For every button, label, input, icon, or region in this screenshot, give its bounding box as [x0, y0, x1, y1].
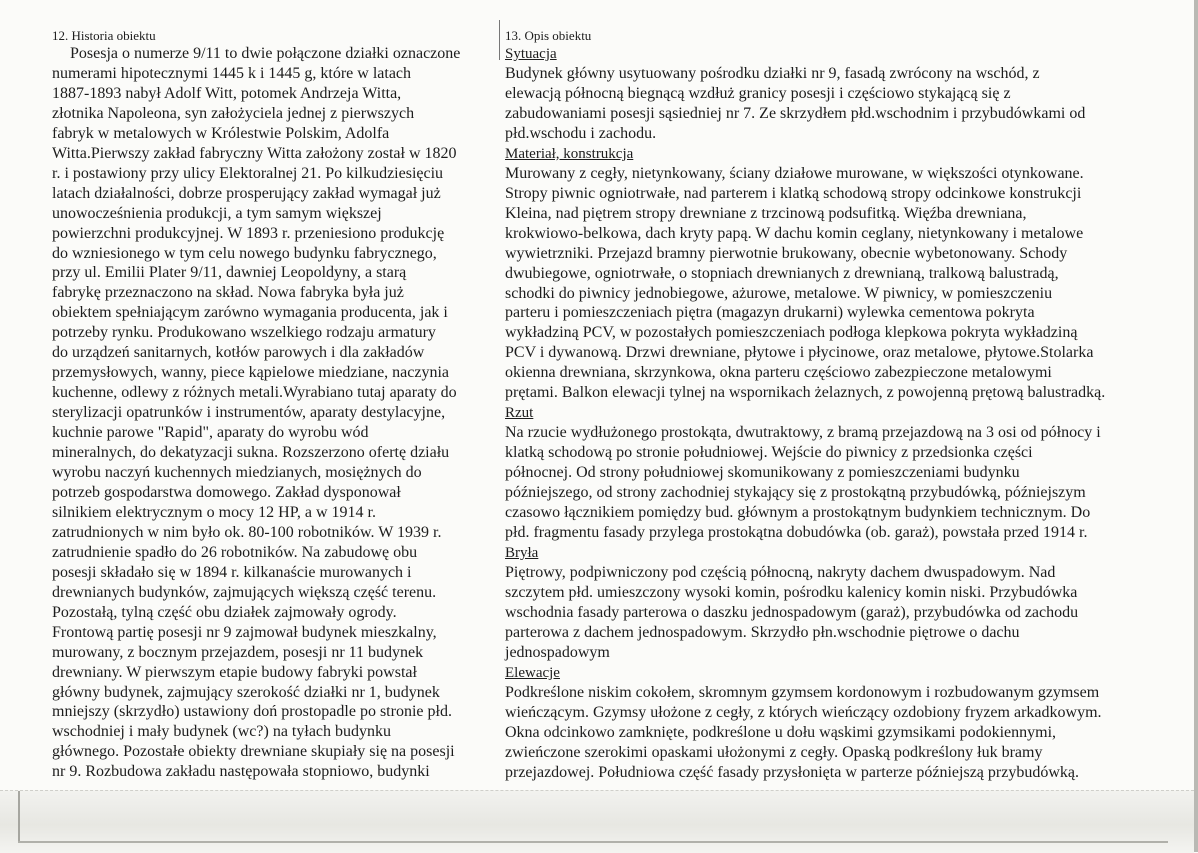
text-line: wschodniej i mały budynek (wc?) na tyłach budynku: [52, 723, 392, 741]
text-line: do urządzeń sanitarnych, kotłów parowych i dla zakładów: [52, 344, 425, 362]
text-line: posesji składało się w 1894 r. kilkanaście murowanych i: [52, 563, 412, 581]
text-line: złotnika Napoleona, syn założyciela jednej z pierwszych: [52, 104, 415, 122]
text-line: Stropy piwnic ogniotrwałe, nad parterem i klatką schodową stropy odcinkowe konstrukcji: [505, 184, 1082, 202]
description-text: [505, 44, 1145, 783]
history-column: [42, 28, 482, 782]
history-heading: 12. Historia obiektu: [52, 28, 156, 43]
text-line: mineralnych, do dekatyzacji sukna. Rozszerzono ofertę działu: [52, 444, 450, 462]
text-line: Murowany z cegły, nietynkowany, ściany działowe murowane, w większości otynkowane.: [505, 164, 1084, 182]
text-line: mniejszy (skrzydło) ustawiony doń prostopadle po stronie płd.: [52, 703, 452, 721]
section-subheading: Materiał, konstrukcja: [505, 145, 634, 162]
text-line: Piętrowy, podpiwniczony pod częścią północną, nakryty dachem dwuspadowym. Nad: [505, 563, 1056, 581]
text-line: przemysłowych, wanny, piece kąpielowe miedziane, naczynia: [52, 364, 450, 382]
text-line: przy ul. Emilii Plater 9/11, dawniej Leopoldyny, a starą: [52, 264, 407, 282]
text-line: sterylizacji opatrunków i instrumentów, aparaty destylacyjne,: [52, 404, 446, 422]
text-line: r. i postawiony przy ulicy Elektoralnej 21. Po kilkudziesięciu: [52, 164, 444, 182]
text-line: murowany, z bocznym przejazdem, posesji nr 11 budynek: [52, 643, 424, 661]
text-line: płd. fragmentu fasady przylega prostokątna dobudówka (ob. garaż), powstała przed 1914 r.: [505, 524, 1088, 542]
text-line: szczytem płd. umieszczony wysoki komin, pośrodku kalenicy komin niski. Przybudówka: [505, 583, 1078, 601]
text-line: Na rzucie wydłużonego prostokąta, dwutraktowy, z bramą przejazdową na 3 osi od północy i: [505, 424, 1101, 442]
text-line: silnikiem elektrycznym o mocy 12 HP, a w 1914 r.: [52, 503, 376, 521]
text-line: parteru i pomieszczeniach piętra (magazyn drukarni) wylewka cementowa pokryta: [505, 304, 1035, 322]
text-line: Okna odcinkowo zamknięte, podkreślone u dołu wąskimi gzymsikami podokiennymi,: [505, 723, 1057, 741]
text-line: fabrykę przeznaczono na skład. Nowa fabryka była już: [52, 284, 404, 302]
text-line: północnej. Od strony południowej skomunikowany z pomieszczeniami budynku: [505, 464, 1020, 482]
text-line: kuchnie parowe "Rapid", aparaty do wyrobu wód: [52, 424, 369, 442]
text-line: dwubiegowe, ogniotrwałe, o stopniach drewnianych z drewnianą, tralkową balustradą,: [505, 264, 1059, 282]
text-line: drewnianych budynków, zajmujących większą część terenu.: [52, 583, 437, 601]
section-subheading: Bryła: [505, 544, 539, 561]
text-line: krokwiowo-belkowa, dach kryty papą. W dachu komin ceglany, nietynkowany i metalowe: [505, 224, 1084, 242]
text-line: prętami. Balkon elewacji tylnej na wspornikach żelaznych, z powojenną prętową balustradką.: [505, 384, 1106, 402]
text-line: parterowa z dachem jednospadowym. Skrzydło płn.wschodnie piętrowe o dachu: [505, 623, 1020, 641]
text-line: do wzniesionego w tym celu nowego budynku fabrycznego,: [52, 244, 437, 262]
text-line: nr 9. Rozbudowa zakładu następowała stopniowo, budynki: [52, 763, 430, 781]
text-line: kuchenne, odlewy z różnych metali.Wyrabiano tutaj aparaty do: [52, 384, 457, 402]
text-line: okienna drewniana, skrzynkowa, okna parteru częściowo zabezpieczone metalowymi: [505, 364, 1052, 382]
text-line: drewniany. W pierwszym etapie budowy fabryki powstał: [52, 663, 417, 681]
text-line: unowocześnienia produkcji, a tym samym większej: [52, 204, 382, 222]
text-line: Podkreślone niskim cokołem, skromnym gzymsem kordonowym i rozbudowanym gzymsem: [505, 683, 1100, 701]
text-line: głównego. Pozostałe obiekty drewniane skupiały się na posesji: [52, 743, 455, 761]
text-line: Pozostałą, tylną część obu działek zajmowały ogrody.: [52, 603, 397, 621]
text-line: klatką schodową po stronie południowej. Wejście do piwnicy z przedsionka części: [505, 444, 1033, 462]
text-line: fabryk w metalowych w Królestwie Polskim, Adolfa: [52, 124, 390, 142]
text-line: jednospadowym: [505, 643, 610, 661]
text-line: wywietrzniki. Przejazd bramny pierwotnie brukowany, obecnie wybetonowany. Schody: [505, 244, 1068, 262]
text-line: późniejszego, od strony zachodniej stykający się z prostokątną przybudówką, późniejszym: [505, 484, 1086, 502]
text-line: zabudowaniami posesji sąsiedniej nr 7. Ze skrzydłem płd.wschodnim i przybudówkami od: [505, 104, 1086, 122]
text-line: zwieńczone szerokimi opaskami ułożonymi z cegły. Opaską podkreślony łuk bramy: [505, 743, 1043, 761]
text-line: PCV i dywanową. Drzwi drewniane, płytowe i płycinowe, oraz metalowe, płytowe.Stolarka: [505, 344, 1094, 362]
text-line: wieńczącym. Gzymsy ułożone z cegły, z których wieńczący ozdobiony fryzem arkadkowym.: [505, 703, 1102, 721]
text-line: schodki do piwnicy jednobiegowe, ażurowe, metalowe. W piwnicy, w pomieszczeniu: [505, 284, 1053, 302]
section-subheading: Elewacje: [505, 664, 560, 681]
text-line: numerami hipotecznymi 1445 k i 1445 g, które w latach: [52, 64, 412, 82]
column-divider: [499, 20, 500, 60]
text-line: Budynek główny usytuowany pośrodku działki nr 9, fasadą zwrócony na wschód, z: [505, 65, 1040, 82]
text-line: płd.wschodu i zachodu.: [505, 124, 657, 142]
text-line: potrzeby rynku. Produkowano wszelkiego rodzaju armatury: [52, 324, 436, 342]
text-line: obiektem spełniającym zarówno wymagania producenta, jak i: [52, 304, 448, 322]
text-line: potrzeb gospodarstwa domowego. Zakład dysponował: [52, 483, 401, 501]
text-line: wykładziną PCV, w pozostałych pomieszczeniach podłoga klepkowa pokryta wykładziną: [505, 324, 1078, 342]
scan-bottom-edge: [0, 790, 1194, 853]
text-line: wschodnia fasady parterowa o daszku jednospadowym (garaż), przybudówka od zachodu: [505, 603, 1079, 621]
text-line: powierzchni produkcyjnej. W 1893 r. przeniesiono produkcję: [52, 224, 445, 242]
text-line: główny budynek, zajmujący szerokość działki nr 1, budynek: [52, 683, 440, 701]
text-line: wyrobu naczyń kuchennych miedzianych, mosiężnych do: [52, 464, 422, 482]
description-column: [505, 28, 1145, 783]
history-text: [42, 44, 482, 782]
text-line: elewacją północną biegnącą wzdłuż granicy posesji i częściowo stykającą się z: [505, 84, 1011, 102]
text-line: zatrudnienie spadło do 26 robotników. Na zabudowę obu: [52, 543, 418, 561]
text-line: Kleina, nad piętrem stropy drewniane z trzcinową podsufitką. Więźba drewniana,: [505, 204, 1027, 222]
text-line: Frontową partię posesji nr 9 zajmował budynek mieszkalny,: [52, 623, 437, 641]
description-heading: 13. Opis obiektu: [505, 28, 592, 43]
section-subheading: Rzut: [505, 405, 534, 422]
text-line: Posesja o numerze 9/11 to dwie połączone działki oznaczone: [70, 45, 461, 62]
text-line: czasowo łącznikiem pomiędzy bud. głównym a prostokątnym budynkiem technicznym. Do: [505, 504, 1091, 522]
text-line: przejazdowej. Południowa część fasady przysłonięta w parterze późniejszą przybudówką.: [505, 763, 1079, 781]
text-line: latach działalności, dobrze prosperujący zakład wymagał już: [52, 184, 441, 202]
section-subheading: Sytuacja: [505, 46, 557, 62]
text-line: 1887-1893 nabył Adolf Witt, potomek Andrzeja Witta,: [52, 84, 402, 102]
text-line: zatrudnionych w nim było ok. 80-100 robotników. W 1939 r.: [52, 523, 442, 541]
text-line: Witta.Pierwszy zakład fabryczny Witta założony został w 1820: [52, 144, 457, 162]
